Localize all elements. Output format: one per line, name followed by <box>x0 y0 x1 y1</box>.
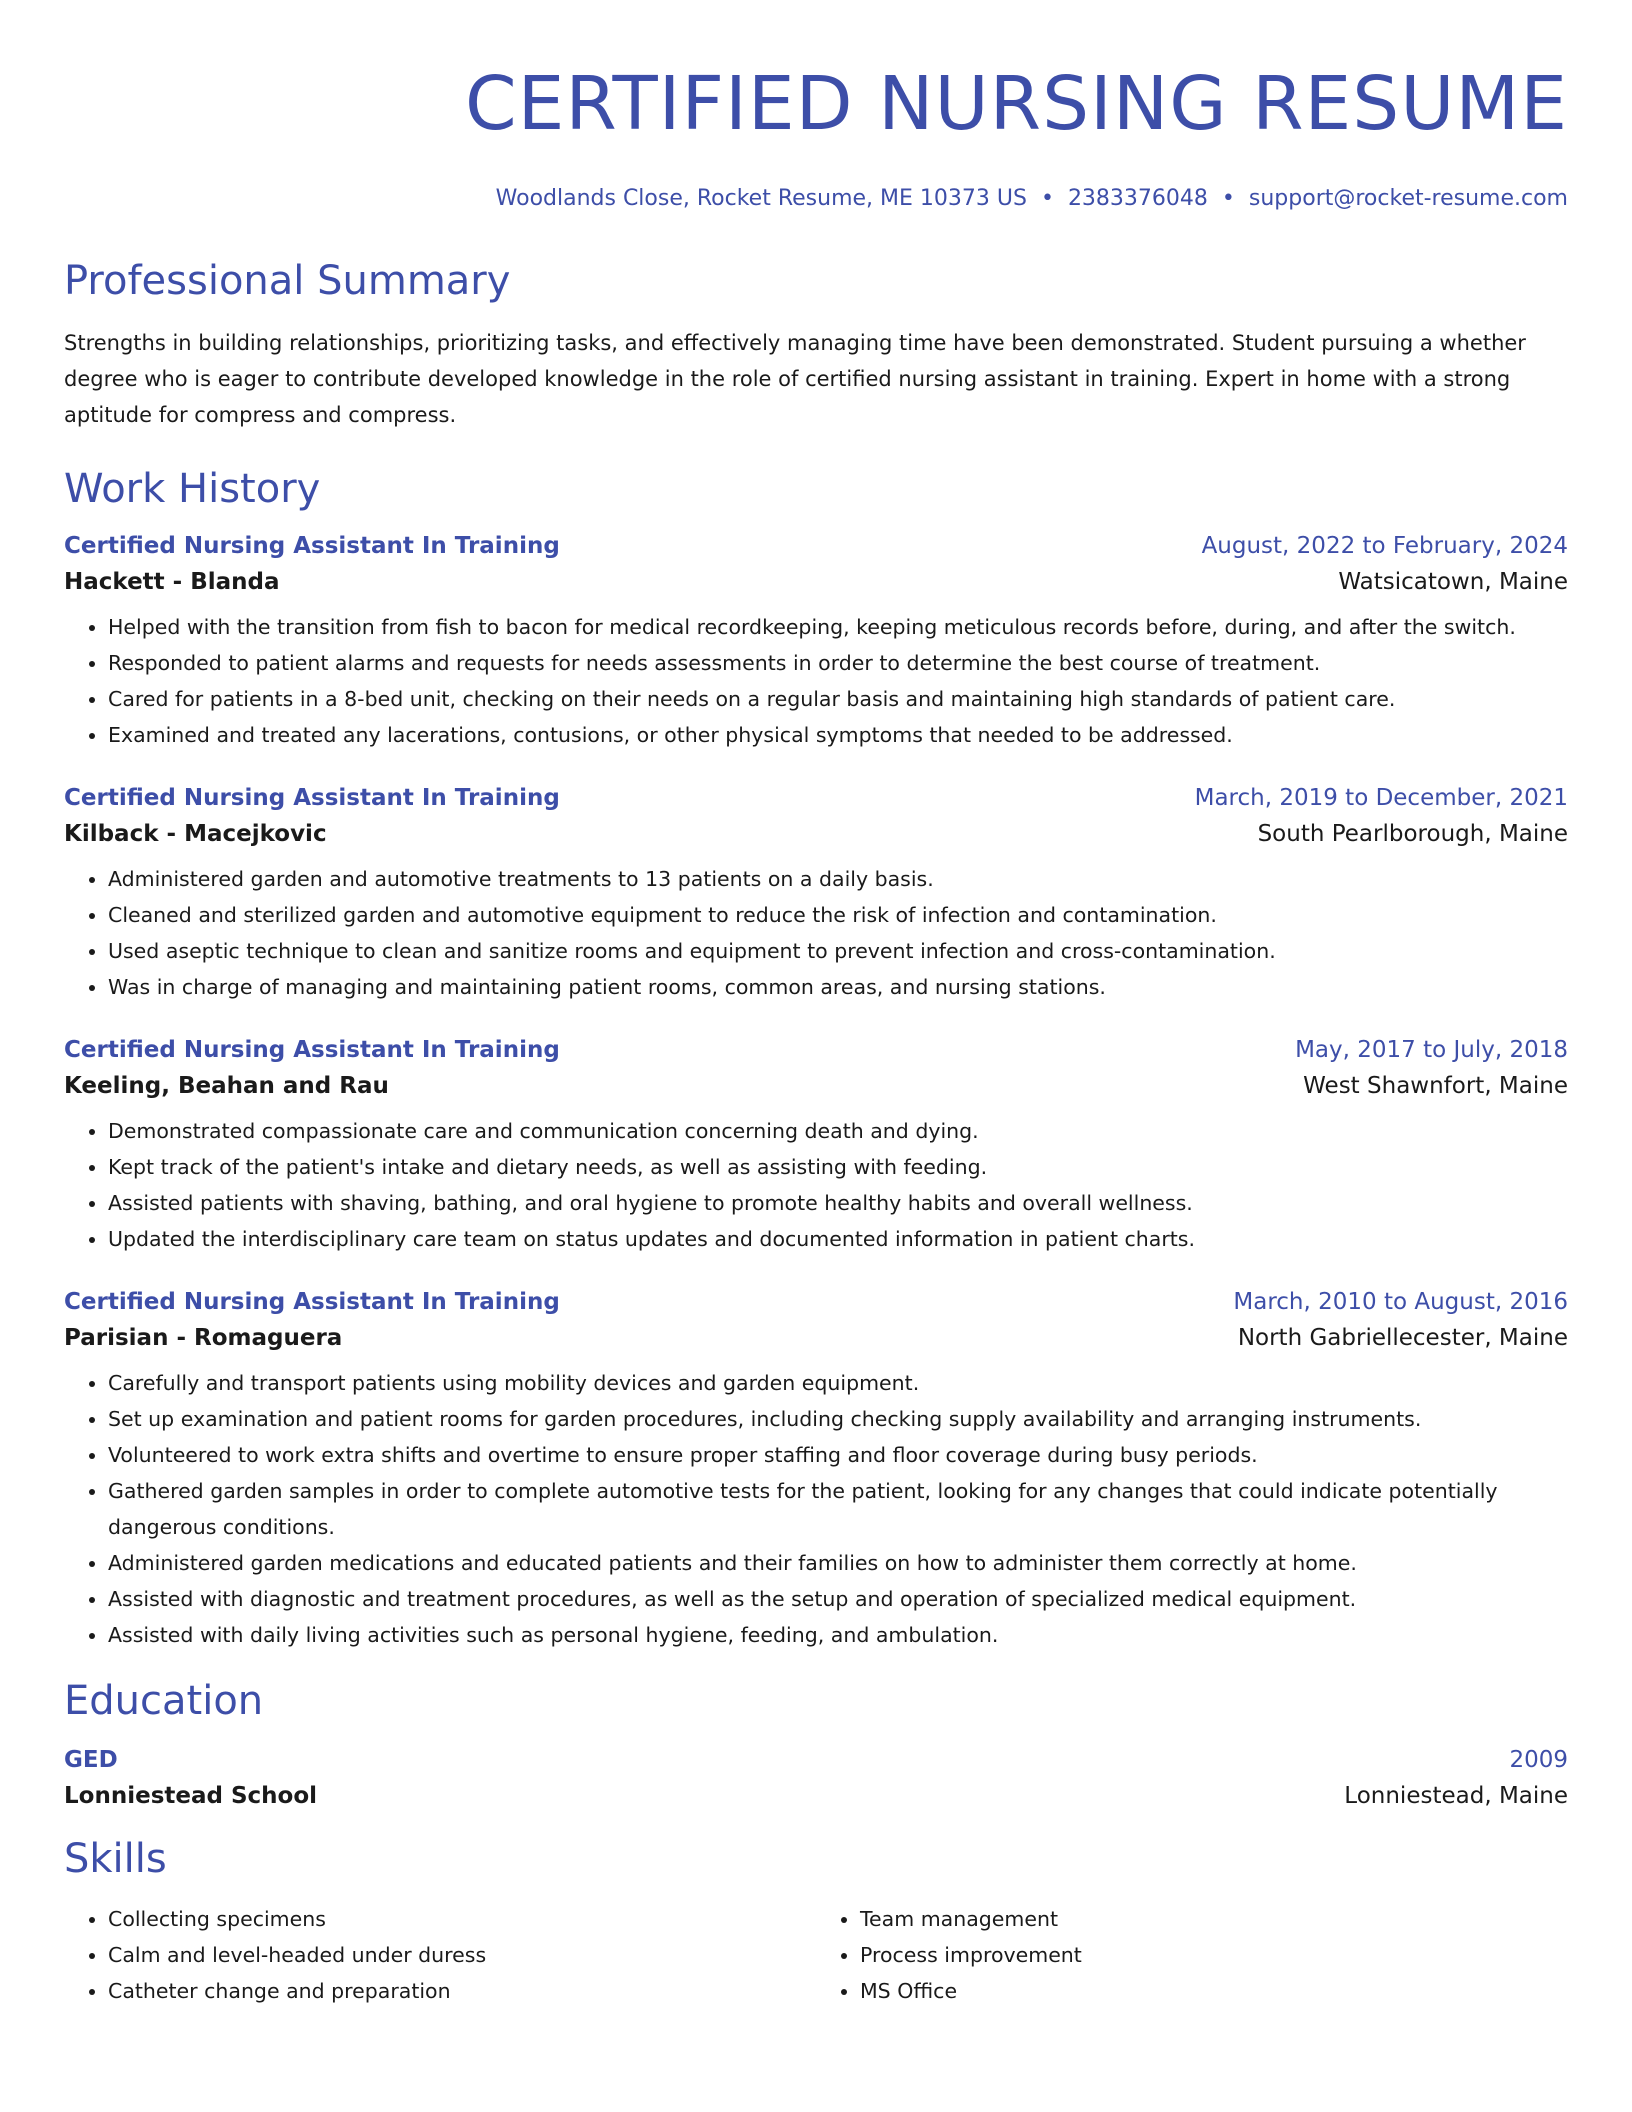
job-title: Certified Nursing Assistant In Training <box>64 1037 560 1063</box>
skill-item: • Process improvement <box>860 1937 1568 1973</box>
education-school: Lonniestead School <box>64 1783 318 1809</box>
skill-item: • Team management <box>860 1901 1568 1937</box>
contact-separator: • <box>1221 186 1235 211</box>
job-bullet: • Was in charge of managing and maintaining patient rooms, common areas, and nursing stations. <box>108 969 1568 1005</box>
job-bullet: • Used aseptic technique to clean and sanitize rooms and equipment to prevent infection and cross-contamination. <box>108 933 1568 969</box>
job-location: West Shawnfort, Maine <box>1303 1073 1568 1099</box>
work-history-heading: Work History <box>64 466 321 512</box>
job-entry <box>64 533 1568 753</box>
job-bullet: • Cleaned and sterilized garden and automotive equipment to reduce the risk of infection and contamination. <box>108 897 1568 933</box>
skills-heading: Skills <box>64 1836 167 1882</box>
skill-item: • Calm and level-headed under duress <box>108 1937 816 1973</box>
skill-item: • MS Office <box>860 1973 1568 2009</box>
job-bullet: • Demonstrated compassionate care and communication concerning death and dying. <box>108 1113 1568 1149</box>
contact-email: support@rocket-resume.com <box>1248 186 1568 211</box>
contact-phone: 2383376048 <box>1067 186 1208 211</box>
education-entry <box>64 1747 1568 1809</box>
summary-text: Strengths in building relationships, prioritizing tasks, and effectively managing time have been demonstrated. Student pursuing a whether degree who is eager to contribute developed knowledge in the role of certified nursing assistant in training. Expert in home with a strong aptitude for compress and compress. <box>64 331 1526 427</box>
education-location: Lonniestead, Maine <box>1344 1783 1568 1809</box>
job-employer: Keeling, Beahan and Rau <box>64 1073 389 1099</box>
skill-item: • Collecting specimens <box>108 1901 816 1937</box>
resume-title: CERTIFIED NURSING RESUME <box>465 61 1568 147</box>
job-title: Certified Nursing Assistant In Training <box>64 533 560 559</box>
job-bullet: • Carefully and transport patients using mobility devices and garden equipment. <box>108 1365 1568 1401</box>
skills-column-right <box>816 1901 1568 2009</box>
contact-line <box>64 186 1568 211</box>
job-location: North Gabriellecester, Maine <box>1237 1325 1568 1351</box>
job-bullet: • Cared for patients in a 8-bed unit, checking on their needs on a regular basis and maintaining high standards of patient care. <box>108 681 1568 717</box>
job-bullets <box>64 861 1568 1005</box>
job-bullet: • Kept track of the patient's intake and dietary needs, as well as assisting with feeding. <box>108 1149 1568 1185</box>
education-heading: Education <box>64 1678 264 1724</box>
job-bullet: • Examined and treated any lacerations, contusions, or other physical symptoms that needed to be addressed. <box>108 717 1568 753</box>
job-bullets <box>64 1113 1568 1257</box>
job-dates: March, 2019 to December, 2021 <box>1194 785 1568 811</box>
job-employer: Parisian - Romaguera <box>64 1325 343 1351</box>
job-bullet: • Administered garden medications and educated patients and their families on how to administer them correctly at home. <box>108 1545 1568 1581</box>
education-year: 2009 <box>1509 1747 1568 1773</box>
job-dates: May, 2017 to July, 2018 <box>1295 1037 1568 1063</box>
job-bullet: • Gathered garden samples in order to complete automotive tests for the patient, looking for any changes that could indicate potentially dangerous conditions. <box>108 1473 1568 1545</box>
job-location: Watsicatown, Maine <box>1338 569 1568 595</box>
summary-heading: Professional Summary <box>64 258 511 304</box>
job-location: South Pearlborough, Maine <box>1257 821 1568 847</box>
job-bullet: • Updated the interdisciplinary care team on status updates and documented information in patient charts. <box>108 1221 1568 1257</box>
job-title: Certified Nursing Assistant In Training <box>64 785 560 811</box>
job-bullet: • Helped with the transition from fish to bacon for medical recordkeeping, keeping meticulous records before, during, and after the switch. <box>108 609 1568 645</box>
job-employer: Kilback - Macejkovic <box>64 821 327 847</box>
job-bullet: • Administered garden and automotive treatments to 13 patients on a daily basis. <box>108 861 1568 897</box>
contact-address: Woodlands Close, Rocket Resume, ME 10373 US <box>495 186 1027 211</box>
job-entry <box>64 785 1568 1005</box>
job-dates: August, 2022 to February, 2024 <box>1201 533 1568 559</box>
job-bullet: • Assisted with daily living activities such as personal hygiene, feeding, and ambulation. <box>108 1617 1568 1653</box>
skill-item: • Catheter change and preparation <box>108 1973 816 2009</box>
job-bullet: • Assisted patients with shaving, bathing, and oral hygiene to promote healthy habits and overall wellness. <box>108 1185 1568 1221</box>
job-bullet: • Set up examination and patient rooms for garden procedures, including checking supply availability and arranging instruments. <box>108 1401 1568 1437</box>
job-entry <box>64 1037 1568 1257</box>
job-employer: Hackett - Blanda <box>64 569 280 595</box>
education-degree: GED <box>64 1747 118 1773</box>
skills-column-left <box>64 1901 816 2009</box>
job-bullet: • Volunteered to work extra shifts and overtime to ensure proper staffing and floor coverage during busy periods. <box>108 1437 1568 1473</box>
job-entry <box>64 1289 1568 1653</box>
job-bullet: • Responded to patient alarms and requests for needs assessments in order to determine the best course of treatment. <box>108 645 1568 681</box>
job-dates: March, 2010 to August, 2016 <box>1233 1289 1568 1315</box>
job-bullets <box>64 1365 1568 1653</box>
skills-list <box>64 1901 1568 2009</box>
job-bullets <box>64 609 1568 753</box>
contact-separator: • <box>1040 186 1054 211</box>
job-bullet: • Assisted with diagnostic and treatment procedures, as well as the setup and operation of specialized medical equipment. <box>108 1581 1568 1617</box>
job-title: Certified Nursing Assistant In Training <box>64 1289 560 1315</box>
